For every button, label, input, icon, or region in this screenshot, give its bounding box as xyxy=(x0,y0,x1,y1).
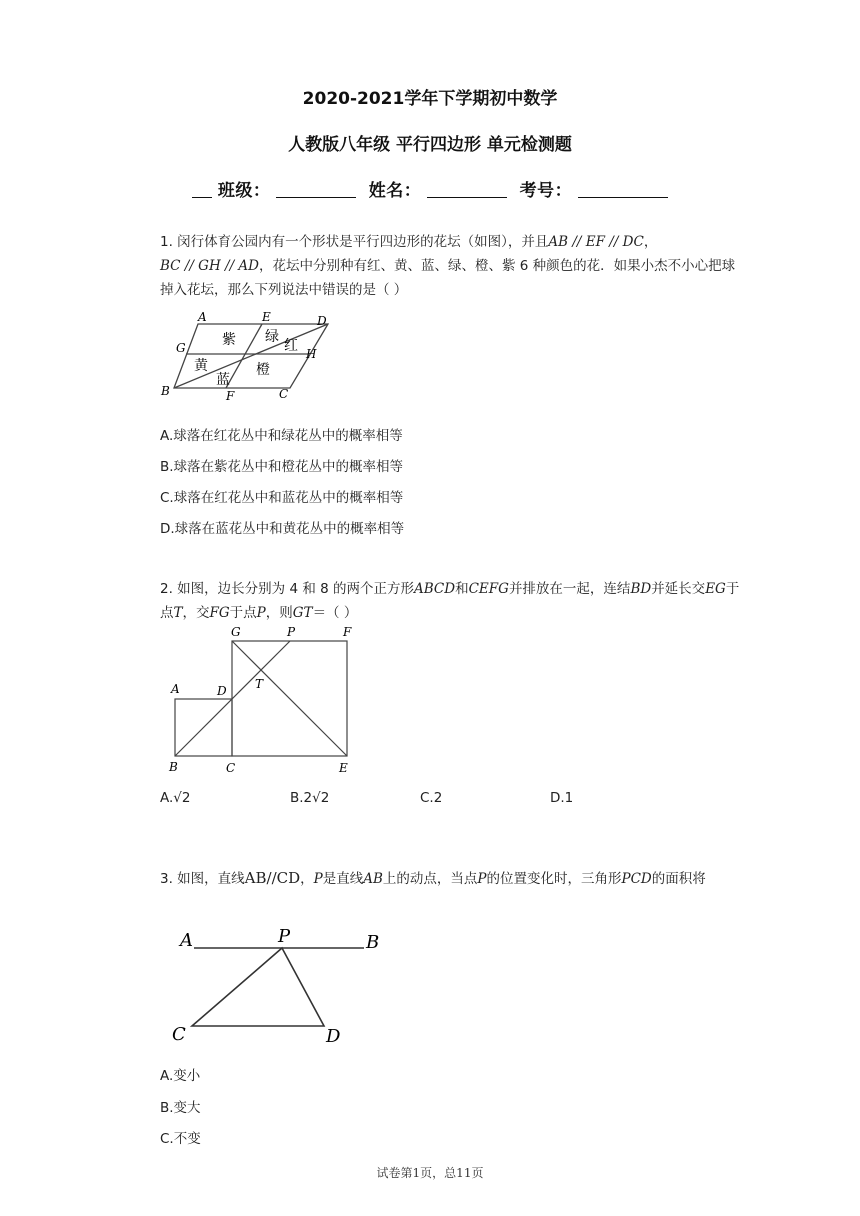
q3-math: P xyxy=(313,871,323,887)
q1-region-yellow: 黄 xyxy=(194,358,208,374)
q1-math: BC // GH // AD xyxy=(160,258,259,274)
q1-option-b[interactable]: B.球落在紫花丛中和橙花丛中的概率相等 xyxy=(160,459,404,475)
q3-text-part: 上的动点，当点 xyxy=(382,871,478,887)
q2-math: T xyxy=(173,605,183,621)
q3-text-part: 的面积将 xyxy=(651,871,706,887)
q3-math: AB xyxy=(363,871,383,887)
q3-option-a[interactable]: A.变小 xyxy=(160,1068,201,1084)
q2-text-part: ，则 xyxy=(265,605,293,621)
q2-text-part: 于点 xyxy=(160,581,740,621)
q3-math-image: AB//CD xyxy=(244,869,301,887)
q1-figure xyxy=(158,306,348,406)
q2-options xyxy=(160,790,720,806)
q3-label-D: D xyxy=(326,1026,341,1047)
question-3-text xyxy=(160,862,740,895)
q1-label-E: E xyxy=(262,310,271,324)
q1-option-a[interactable]: A.球落在红花丛中和绿花丛中的概率相等 xyxy=(160,428,403,444)
q2-text-part: 2. 如图，边长分别为 4 和 8 的两个正方形 xyxy=(160,581,415,597)
q2-figure xyxy=(165,622,365,778)
q1-region-orange: 橙 xyxy=(256,362,270,378)
q2-label-T: T xyxy=(255,677,264,691)
q2-text-part: ＝（ ） xyxy=(312,605,358,621)
q2-math: EG xyxy=(705,581,726,597)
q2-option-b[interactable]: B.2√2 xyxy=(290,790,330,806)
q1-region-purple: 紫 xyxy=(222,332,236,348)
q2-option-d[interactable]: D.1 xyxy=(550,790,574,806)
q3-math: PCD xyxy=(621,871,652,887)
q2-label-P: P xyxy=(287,625,296,639)
q3-option-c[interactable]: C.不变 xyxy=(160,1131,201,1147)
exam-subtitle: 人教版八年级 平行四边形 单元检测题 xyxy=(288,135,572,155)
blank-line[interactable] xyxy=(192,181,212,198)
class-blank[interactable] xyxy=(276,181,356,198)
q1-label-D: D xyxy=(317,314,327,328)
q1-option-d[interactable]: D.球落在蓝花丛中和黄花丛中的概率相等 xyxy=(160,521,405,537)
q2-math: CEFG xyxy=(468,581,509,597)
q3-option-b[interactable]: B.变大 xyxy=(160,1100,201,1116)
q1-option-c[interactable]: C.球落在红花丛中和蓝花丛中的概率相等 xyxy=(160,490,404,506)
q3-figure xyxy=(168,926,390,1050)
q2-text-part: 并排放在一起，连结 xyxy=(508,581,631,597)
q2-text-part: 于点 xyxy=(229,605,257,621)
q2-label-F: F xyxy=(343,625,352,639)
q2-label-G: G xyxy=(231,625,241,639)
q2-label-E: E xyxy=(339,761,348,775)
q3-text-part: 3. 如图，直线 xyxy=(160,871,245,887)
q1-label-B: B xyxy=(161,384,170,398)
q1-math: AB // EF // DC xyxy=(548,234,644,250)
q2-math: BD xyxy=(630,581,652,597)
q3-text-part: ， xyxy=(300,871,314,887)
q2-text-part: 并延长交 xyxy=(651,581,706,597)
student-info-row xyxy=(0,176,860,201)
page-footer: 试卷第1页，总11页 xyxy=(376,1166,484,1180)
name-label: 姓名： xyxy=(368,181,422,201)
q1-label-G: G xyxy=(176,341,186,355)
q1-region-blue: 蓝 xyxy=(216,372,230,388)
q2-option-c[interactable]: C.2 xyxy=(420,790,443,806)
q1-label-F: F xyxy=(226,389,235,403)
q2-math: GT xyxy=(292,605,313,621)
exam-number-label: 考号： xyxy=(519,181,573,201)
q1-region-red: 红 xyxy=(284,338,298,354)
q2-option-a[interactable]: A.√2 xyxy=(160,790,191,806)
q1-text-part: 1. 闵行体育公园内有一个形状是平行四边形的花坛（如图），并且 xyxy=(160,234,549,250)
q2-label-B: B xyxy=(169,760,178,774)
q1-label-A: A xyxy=(198,310,207,324)
exam-title: 2020-2021学年下学期初中数学 xyxy=(302,89,558,109)
question-1-text: 1. 闵行体育公园内有一个形状是平行四边形的花坛（如图），并且AB // EF // DC， BC // GH // AD，花坛中分别种有红、黄、蓝、绿、橙、紫 6 种颜色的花．如果小杰不小心把球掉入花坛，那么下列说法中错误的是（ ） xyxy=(160,234,736,298)
q2-text-part: ，交 xyxy=(182,605,210,621)
q2-label-C: C xyxy=(226,761,236,775)
q3-text-part: 的位置变化时，三角形 xyxy=(486,871,622,887)
q1-label-H: H xyxy=(306,347,317,361)
q2-text-part: 和 xyxy=(455,581,469,597)
class-label: 班级： xyxy=(217,181,271,201)
name-blank[interactable] xyxy=(427,181,507,198)
q3-label-C: C xyxy=(172,1024,186,1045)
q2-math: ABCD xyxy=(414,581,456,597)
q3-label-A: A xyxy=(180,930,193,951)
q1-region-green: 绿 xyxy=(265,329,279,345)
q1-text-part: ，花坛中分别种有红、黄、蓝、绿、橙、紫 6 种颜色的花．如果小杰不小心把球掉入花坛，那么下列说法中错误的是（ ） xyxy=(160,258,736,298)
exam-number-blank[interactable] xyxy=(578,181,668,198)
q2-label-A: A xyxy=(171,682,180,696)
q2-math: P xyxy=(256,605,266,621)
q3-label-P: P xyxy=(278,926,291,947)
q2-label-D: D xyxy=(217,684,227,698)
q3-text-part: 是直线 xyxy=(322,871,364,887)
q3-label-B: B xyxy=(366,932,380,953)
q3-math: P xyxy=(477,871,487,887)
q1-label-C: C xyxy=(279,387,289,401)
question-2-text xyxy=(160,577,740,625)
q2-math: FG xyxy=(209,605,230,621)
